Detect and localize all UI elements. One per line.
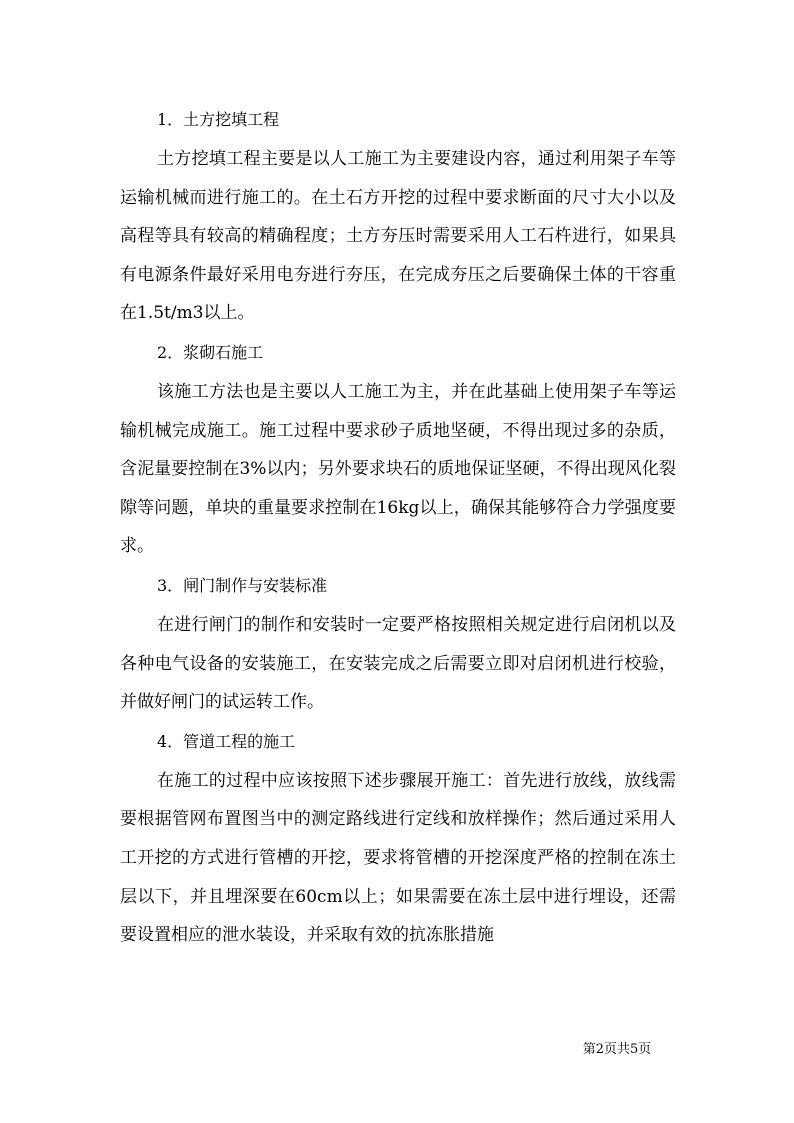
section-1-body: 土方挖填工程主要是以人工施工为主要建设内容，通过利用架子车等运输机械而进行施工的。在土石方开挖的过程中要求断面的尺寸大小以及高程等具有较高的精确程度；土方夯压时需要采用人工石杵进行，如果具有电源条件最好采用电夯进行夯压，在完成夯压之后要确保土体的干容重在1.5t/m3以上。: [120, 149, 676, 324]
section-2-heading: 2．浆砌石施工: [157, 342, 264, 362]
section-2-body: 该施工方法也是主要以人工施工为主，并在此基础上使用架子车等运输机械完成施工。施工过程中要求砂子质地坚硬，不得出现过多的杂质，含泥量要控制在3%以内；另外要求块石的质地保证坚硬，不得出现风化裂隙等问题，单块的重量要求控制在16kg以上，确保其能够符合力学强度要求。: [120, 381, 676, 557]
section-3-body: 在进行闸门的制作和安装时一定要严格按照相关规定进行启闭机以及各种电气设备的安装施工，在安装完成之后需要立即对启闭机进行校验，并做好闸门的试运转工作。: [120, 614, 676, 713]
page-number: 第2页共5页: [582, 1042, 652, 1057]
document-content: [120, 100, 676, 955]
section-4-heading: 4．管道工程的施工: [157, 731, 296, 751]
section-1-heading: 1．土方挖填工程: [157, 110, 280, 129]
page-footer: [0, 1040, 794, 1060]
section-3-heading: 3．闸门制作与安装标准: [157, 575, 328, 595]
section-4-body: 在施工的过程中应该按照下述步骤展开施工：首先进行放线，放线需要根据管网布置图当中的测定路线进行定线和放样操作；然后通过采用人工开挖的方式进行管槽的开挖，要求将管槽的开挖深度严格的控制在冻土层以下，并且埋深要在60cm以上；如果需要在冻土层中进行埋设，还需要设置相应的泄水装设，并采取有效的抗冻胀措施: [120, 770, 676, 946]
